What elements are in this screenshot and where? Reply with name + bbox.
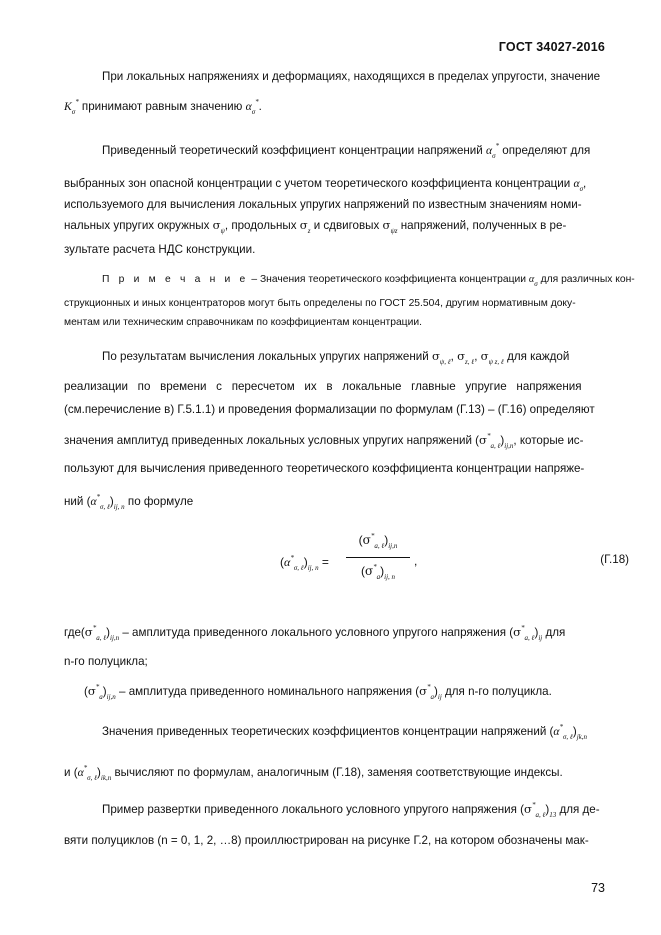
document-header: ГОСТ 34027-2016 [498, 40, 605, 54]
formula-comma: , [414, 554, 418, 568]
note-line-2: струкционных и иных концентраторов могут быть определены по ГОСТ 25.504, другим нормативным доку- [64, 298, 576, 309]
paragraph-2-line-3: используемого для вычисления локальных упругих напряжений по известным значениям номи- [64, 198, 582, 211]
paragraph-4-line-1: Значения приведенных теоретических коэффициентов концентрации напряжений $(\alpha^*_{\sigma, \ell})_{jk,n}$ [102, 723, 588, 741]
paragraph-2-line-5: зультате расчета НДС конструкции. [64, 243, 256, 256]
paragraph-1-line-2: $K_\sigma^*$ принимают равным значению $\alpha_\sigma^*$. [64, 98, 262, 116]
fraction-bar [346, 557, 410, 558]
where-line-3: $(\sigma^*_a)_{ij,n}$ – амплитуда приведенного номинального напряжения $(\sigma^*_a)_{ij}$ для n-го полуцикла. [84, 683, 552, 701]
paragraph-3-line-4: значения амплитуд приведенных локальных условных упругих напряжений $(\sigma^*_{a, \ell})_{ij,n}$, которые ис- [64, 432, 584, 450]
page-number: 73 [591, 881, 605, 895]
equation-number: (Г.18) [600, 553, 629, 566]
paragraph-5-line-2: вяти полуциклов (n = 0, 1, 2, …8) проиллюстрирован на рисунке Г.2, на котором обозначены мак- [64, 834, 589, 847]
paragraph-3-line-3: (см.перечисление в) Г.5.1.1) и проведения формализации по формулам (Г.13) – (Г.16) определяют [64, 403, 595, 416]
formula-denominator: $(\sigma^*_a)_{ij, n}$ [360, 563, 396, 581]
paragraph-3-line-5: пользуют для вычисления приведенного теоретического коэффициента концентрации напряже- [64, 462, 585, 475]
paragraph-3-line-1: По результатам вычисления локальных упругих напряжений $\sigma_{\psi, \ell}$, $\sigma_{z, \ell}$, $\sigma_{\psi z, \ell}$ для каждой [102, 349, 570, 366]
where-line-1: $где(\sigma^*_{a, \ell})_{ij,n}$ – амплитуда приведенного локального условного упругого напряжения $(\sigma^*_{a, \ell})_{ij}$ для [64, 624, 566, 642]
paragraph-4-line-2: и $(\alpha^*_{\sigma, \ell})_{ik,n}$ вычисляют по формулам, аналогичным (Г.18), заменяя соответствующие индексы. [64, 764, 563, 782]
formula-g18: $(\alpha^*_{\sigma, \ell})_{ij, n}$ = $(\sigma^*_{a, \ell})_{ij,n}$ $(\sigma^*_a)_{ij, n}$ , [280, 532, 418, 581]
paragraph-1-line-1: При локальных напряжениях и деформациях, находящихся в пределах упругости, значение [102, 70, 601, 83]
paragraph-5-line-1: Пример развертки приведенного локального условного упругого напряжения $(\sigma^*_{a, \ell})_{13}$ для де- [102, 801, 600, 819]
paragraph-2-line-4: нальных упругих окружных $\sigma_\psi$, продольных $\sigma_z$ и сдвиговых $\sigma_{\psi z}$ напряжений, полученных в ре- [64, 218, 567, 235]
paragraph-2-line-1: Приведенный теоретический коэффициент концентрации напряжений $\alpha_\sigma^*$ определяют для [102, 142, 591, 160]
formula-numerator: $(\sigma^*_{a, \ell})_{ij,n}$ [358, 532, 398, 550]
note-line-1: П р и м е ч а н и е – Значения теоретического коэффициента концентрации $\alpha_\sigma$ для различных кон- [102, 274, 635, 288]
paragraph-3-line-6: ний $(\alpha^*_{\sigma, \ell})_{ij, n}$ по формуле [64, 493, 194, 511]
where-line-2: n-го полуцикла; [64, 655, 148, 668]
paragraph-3-line-2: реализации по времени с пересчетом их в локальные главные упругие напряжения [64, 380, 582, 393]
note-line-3: ментам или техническим справочникам по коэффициентам концентрации. [64, 317, 422, 328]
paragraph-2-line-2: выбранных зон опасной концентрации с учетом теоретического коэффициента концентрации $\alpha_\sigma$, [64, 177, 587, 193]
